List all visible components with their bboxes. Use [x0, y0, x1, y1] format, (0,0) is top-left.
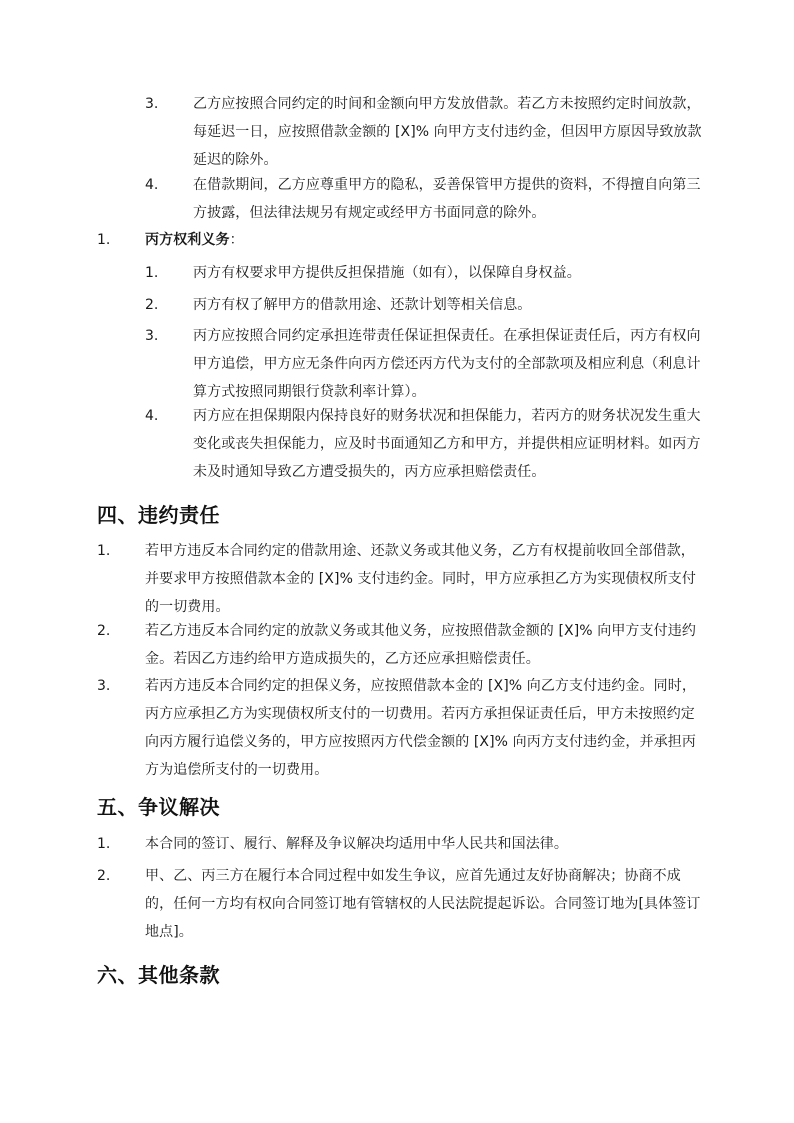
list-number: 3. — [145, 96, 159, 112]
list-item — [145, 90, 705, 174]
list-number: 3. — [145, 328, 159, 344]
list-text: 甲、乙、丙三方在履行本合同过程中如发生争议，应首先通过友好协商解决；协商不成的，任何一方均有权向合同签订地有管辖权的人民法院提起诉讼。合同签订地为[具体签订地点]。 — [145, 868, 701, 940]
list-item — [97, 617, 705, 673]
list-number: 1. — [97, 836, 111, 852]
list-number: 1. — [145, 265, 159, 281]
list-text: 若乙方违反本合同约定的放款义务或其他义务，应按照借款金额的 [X]% 向甲方支付违约金。若因乙方违约给甲方造成损失的，乙方还应承担赔偿责任。 — [145, 623, 696, 667]
list-text: 在借款期间，乙方应尊重甲方的隐私，妥善保管甲方提供的资料，不得擅自向第三方披露，但法律法规另有规定或经甲方书面同意的除外。 — [193, 177, 701, 221]
list-item — [145, 402, 705, 486]
list-item — [97, 537, 705, 621]
list-item — [97, 830, 705, 858]
list-text: 丙方有权要求甲方提供反担保措施（如有），以保障自身权益。 — [193, 265, 581, 281]
list-text: 丙方有权了解甲方的借款用途、还款计划等相关信息。 — [193, 297, 532, 313]
list-item — [145, 171, 705, 227]
list-text: 本合同的签订、履行、解释及争议解决均适用中华人民共和国法律。 — [145, 836, 568, 852]
list-number: 2. — [97, 868, 111, 884]
list-number: 2. — [145, 297, 159, 313]
list-text: 若甲方违反本合同约定的借款用途、还款义务或其他义务，乙方有权提前收回全部借款，并要求甲方按照借款本金的 [X]% 支付违约金。同时，甲方应承担乙方为实现债权所支付的一切费用。 — [145, 543, 696, 615]
party-c-label: 丙方权利义务 — [145, 232, 230, 248]
section-heading: 四、违约责任 — [97, 503, 220, 527]
list-text: 若丙方违反本合同约定的担保义务，应按照借款本金的 [X]% 向乙方支付违约金。同时，丙方应承担乙方为实现债权所支付的一切费用。若丙方承担保证责任后，甲方未按照约定向丙方履行追偿义务的，甲方应按照丙方代偿金额的 [X]% 向丙方支付违约金，并承担丙方为追偿所支付的一切费用。 — [145, 678, 696, 778]
list-number: 2. — [97, 623, 111, 639]
list-item — [97, 862, 705, 946]
list-item — [145, 322, 705, 406]
list-number: 1. — [97, 232, 111, 248]
party-c-heading — [97, 226, 705, 254]
list-number: 4. — [145, 177, 159, 193]
list-item — [97, 672, 705, 784]
list-text: 丙方应按照合同约定承担连带责任保证担保责任。在承担保证责任后，丙方有权向甲方追偿，甲方应无条件向丙方偿还丙方代为支付的全部款项及相应利息（利息计算方式按照同期银行贷款利率计算）。 — [193, 328, 701, 400]
list-item — [145, 259, 705, 287]
list-text: 乙方应按照合同约定的时间和金额向甲方发放借款。若乙方未按照约定时间放款，每延迟一日，应按照借款金额的 [X]% 向甲方支付违约金，但因甲方原因导致放款延迟的除外。 — [193, 96, 702, 168]
list-item — [145, 291, 705, 319]
list-number: 3. — [97, 678, 111, 694]
list-number: 4. — [145, 408, 159, 424]
section-heading: 五、争议解决 — [97, 795, 220, 819]
list-text: 丙方应在担保期限内保持良好的财务状况和担保能力，若丙方的财务状况发生重大变化或丧失担保能力，应及时书面通知乙方和甲方，并提供相应证明材料。如丙方未及时通知导致乙方遭受损失的，丙方应承担赔偿责任。 — [193, 408, 701, 480]
list-number: 1. — [97, 543, 111, 559]
section-heading: 六、其他条款 — [97, 963, 220, 987]
party-c-colon: ： — [229, 232, 244, 248]
